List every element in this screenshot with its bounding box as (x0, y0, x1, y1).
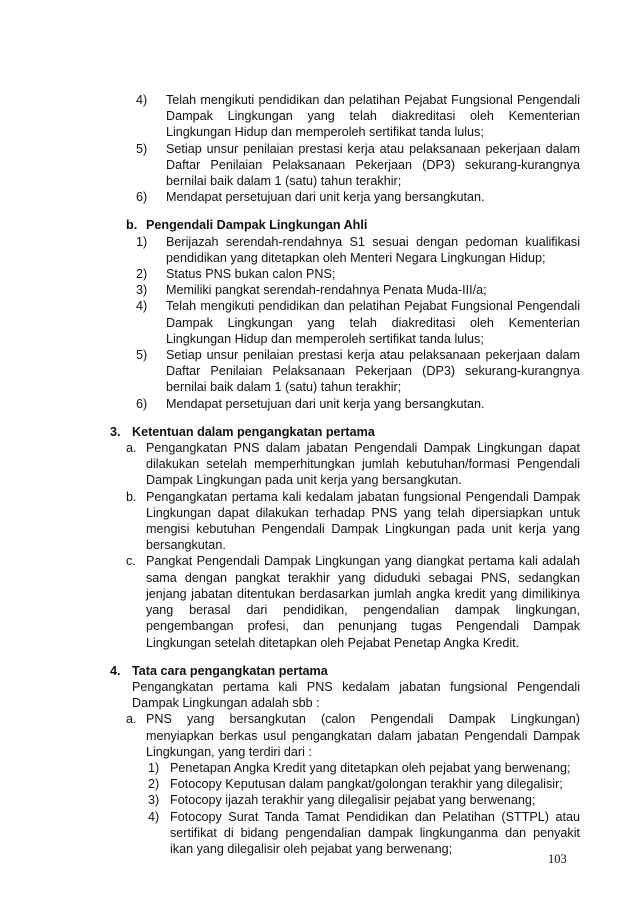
list-item-text: Status PNS bukan calon PNS; (166, 267, 336, 282)
section-4a-list (148, 760, 580, 857)
list-item (148, 776, 580, 792)
list-item-number: 1) (136, 234, 148, 249)
list-item (136, 282, 580, 298)
list-item (148, 809, 580, 858)
list-item-number: 6) (136, 190, 148, 205)
list-item (136, 347, 580, 396)
list-item-text: Memiliki pangkat serendah-rendahnya Penata Muda-III/a; (166, 283, 487, 298)
list-item-number: 4) (136, 299, 148, 314)
list-item-text: Telah mengikuti pendidikan dan pelatihan Pejabat Fungsional Pengendali Dampak Lingkungan yang telah diakreditasi oleh Kementerian Lingkungan Hidup dan memperoleh sertifikat tanda lulus; (166, 93, 580, 140)
list-item-number: 1) (148, 760, 160, 775)
list-item-number: b. (126, 489, 137, 504)
section-3-title: Ketentuan dalam pengangkatan pertama (132, 424, 375, 439)
section-4-intro: Pengangkatan pertama kali PNS kedalam jabatan fungsional Pengendali Dampak Lingkungan adalah sbb : (132, 679, 580, 711)
section-3-heading (110, 424, 580, 440)
section-4-list (126, 711, 580, 760)
list-item-text: Fotocopy ijazah terakhir yang dilegalisir pejabat yang berwenang; (170, 793, 536, 808)
list-item-text: Berijazah serendah-rendahnya S1 sesuai dengan pedoman kualifikasi pendidikan yang ditetapkan oleh Menteri Negara Lingkungan Hidup; (166, 234, 580, 265)
list-item (148, 760, 580, 776)
list-item-number: 3) (136, 283, 148, 298)
list-item-text: Fotocopy Surat Tanda Tamat Pendidikan dan Pelatihan (STTPL) atau sertifikat di bidang pengendalian dampak lingkunganma dan penyakit ikan yang dilegalisir oleh pejabat yang berwenang; (170, 809, 580, 856)
list-item-number: a. (126, 712, 137, 727)
list-item-text: Mendapat persetujuan dari unit kerja yang bersangkutan. (166, 190, 485, 205)
list-item-number: 5) (136, 141, 148, 156)
list-item-text: Pangkat Pengendali Dampak Lingkungan yang diangkat pertama kali adalah sama dengan pangkat terakhir yang diduduki sebagai PNS, sedangkan jenjang jabatan ditentukan berdasarkan jumlah angka kredit yang dimilikinya yang berasal dari pendidikan, pengendalian dampak lingkungan, pengembangan profesi, dan penunjang tugas Pengendali Dampak Lingkungan setelah ditetapkan oleh Pejabat Penetap Angka Kredit. (146, 554, 580, 650)
list-item-text: Setiap unsur penilaian prestasi kerja atau pelaksanaan pekerjaan dalam Daftar Penilaian Pelaksanaan Pekerjaan (DP3) sekurang-kurangnya bernilai baik dalam 1 (satu) tahun terakhir; (166, 141, 580, 189)
list-item-number: 2) (148, 777, 160, 792)
list-item-text: Penetapan Angka Kredit yang ditetapkan oleh pejabat yang berwenang; (170, 760, 571, 775)
list-item (136, 92, 580, 141)
list-item (126, 489, 580, 554)
section-b-title: Pengendali Dampak Lingkungan Ahli (146, 218, 368, 233)
section-4-title: Tata cara pengangkatan pertama (132, 663, 328, 678)
list-item (136, 141, 580, 190)
section-b-number: b. (126, 218, 138, 233)
list-top (136, 92, 580, 205)
list-item-number: 2) (136, 267, 148, 282)
list-item (136, 189, 580, 205)
section-b-list (136, 234, 580, 412)
list-item-text: Mendapat persetujuan dari unit kerja yang bersangkutan. (166, 396, 485, 411)
list-item-number: 4) (148, 809, 160, 824)
list-item (148, 792, 580, 808)
list-item-number: c. (126, 554, 136, 569)
section-4-number: 4. (110, 663, 121, 678)
list-item-text: PNS yang bersangkutan (calon Pengendali Dampak Lingkungan) menyiapkan berkas usul pengangkatan dalam jabatan Pengendali Dampak Lingkungan, yang terdiri dari : (146, 712, 580, 759)
list-item-number: 3) (148, 793, 160, 808)
list-item-text: Fotocopy Keputusan dalam pangkat/golongan terakhir yang dilegalisir; (170, 777, 563, 792)
section-b-heading (126, 217, 580, 233)
list-item-number: 6) (136, 396, 148, 411)
list-item-text: Pengangkatan PNS dalam jabatan Pengendali Dampak Lingkungan dapat dilakukan setelah memperhitungkan jumlah kebutuhan/formasi Pengendali Dampak Lingkungan pada unit kerja yang bersangkutan. (146, 441, 580, 488)
list-item-number: 4) (136, 93, 148, 107)
list-item-number: a. (126, 441, 137, 456)
section-4-heading (110, 663, 580, 679)
list-item (136, 298, 580, 347)
section-3-list (126, 440, 580, 651)
page-number: 103 (548, 852, 567, 866)
list-item-text: Telah mengikuti pendidikan dan pelatihan Pejabat Fungsional Pengendali Dampak Lingkungan yang telah diakreditasi oleh Kementerian Lingkungan Hidup dan memperoleh sertifikat tanda lulus; (166, 299, 580, 346)
section-3-number: 3. (110, 424, 121, 439)
list-item-text: Setiap unsur penilaian prestasi kerja atau pelaksanaan pekerjaan dalam Daftar Penilaian Pelaksanaan Pekerjaan (DP3) sekurang-kurangnya bernilai baik dalam 1 (satu) tahun terakhir; (166, 348, 580, 395)
list-item-number: 5) (136, 348, 148, 363)
list-item (126, 440, 580, 489)
list-item (126, 553, 580, 650)
list-item (136, 396, 580, 412)
list-item (136, 266, 580, 282)
list-item (126, 711, 580, 760)
document-body (110, 92, 580, 857)
list-item-text: Pengangkatan pertama kali kedalam jabatan fungsional Pengendali Dampak Lingkungan dapat dilakukan terhadap PNS yang telah dipersiapkan untuk mengisi kebutuhan Pengendali Dampak Lingkungan pada unit kerja yang bersangkutan. (146, 489, 580, 553)
list-item (136, 234, 580, 266)
